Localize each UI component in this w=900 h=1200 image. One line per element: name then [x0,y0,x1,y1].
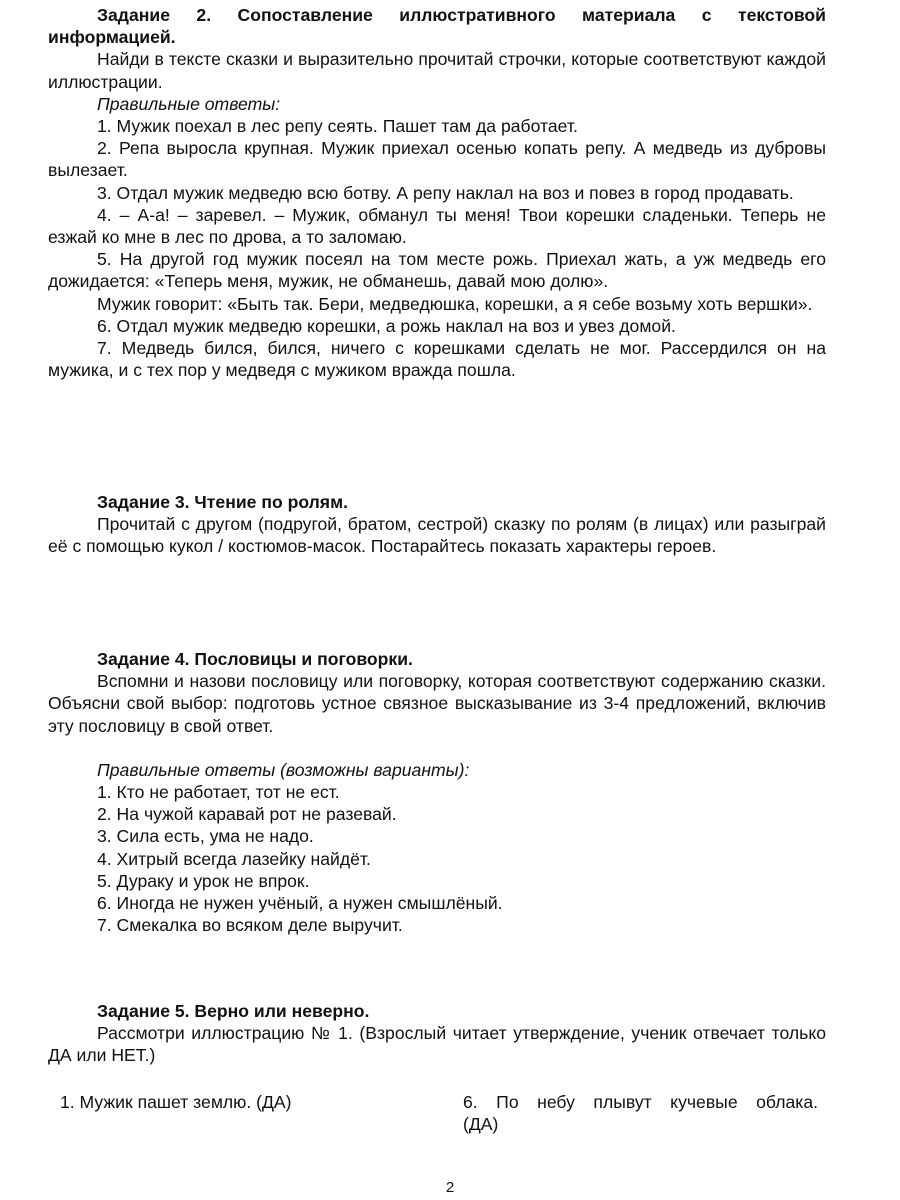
task3-instruction: Прочитай с другом (подругой, братом, сестрой) сказку по ролям (в лицах) или разыграй её с помощью кукол / костюмов-масок. Постарайтесь показать характеры героев. [48,514,826,557]
task2-answer: Мужик говорит: «Быть так. Бери, медведюшка, корешки, а я себе возьму хоть вершки». [97,293,813,314]
task2-answer: 3. Отдал мужик медведю всю ботву. А репу наклал на воз и повез в город продавать. [97,182,794,203]
task5-statements [48,1091,848,1135]
task4-answer: 3. Сила есть, ума не надо. [97,826,314,847]
page-number: 2 [445,1179,455,1196]
task4-section [48,648,826,936]
task4-instruction: Вспомни и назови пословицу или поговорку, которая соответствуют содержанию сказки. Объясни свой выбор: подготовь устное связное высказывание из 3-4 предложений, включив эту пословицу в свой ответ. [48,671,826,736]
task4-title: Задание 4. Пословицы и поговорки. [97,649,413,669]
statements-right-column [463,1091,818,1135]
task4-answer: 5. Дураку и урок не впрок. [97,870,310,891]
task4-answer: 4. Хитрый всегда лазейку найдёт. [97,848,371,869]
spacer [48,737,826,759]
task5-title: Задание 5. Верно или неверно. [97,1001,370,1021]
task5-instruction: Рассмотри иллюстрацию № 1. (Взрослый читает утверждение, ученик отвечает только ДА или НЕТ.) [48,1023,826,1066]
task2-answer: 5. На другой год мужик посеял на том месте рожь. Приехал жать, а уж медведь его дожидается: «Теперь меня, мужик, не обманешь, давай мою долю». [48,249,826,292]
task2-answer: 6. Отдал мужик медведю корешки, а рожь наклал на воз и увез домой. [97,315,676,336]
task2-section [48,4,826,381]
task5-section [48,1000,826,1067]
task2-answer: 1. Мужик поехал в лес репу сеять. Пашет там да работает. [97,116,578,137]
task4-answer: 6. Иногда не нужен учёный, а нужен смышлёный. [97,893,503,914]
task4-answer: 1. Кто не работает, тот не ест. [97,782,340,803]
task3-section [48,491,826,558]
task2-answers-label: Правильные ответы: [97,93,281,114]
statement-item: 1. Мужик пашет землю. (ДА) [60,1092,292,1112]
task4-answer: 7. Смекалка во всяком деле выручит. [97,915,403,936]
task2-answer: 7. Медведь бился, бился, ничего с корешками сделать не мог. Рассердился он на мужика, и с тех пор у медведя с мужиком вражда пошла. [48,338,826,381]
task2-answer: 2. Репа выросла крупная. Мужик приехал осенью копать репу. А медведь из дубровы вылезает. [48,138,826,181]
statements-left-column [48,1091,463,1135]
task2-title: Задание 2. Сопоставление иллюстративного материала с текстовой информацией. [48,5,826,48]
statement-item: 6. По небу плывут кучевые облака. (ДА) [463,1092,818,1135]
task2-answer: 4. – А-а! – заревел. – Мужик, обманул ты меня! Твои корешки сладеньки. Теперь не езжай ко мне в лес по дрова, а то заломаю. [48,204,826,248]
task4-answers-label: Правильные ответы (возможны варианты): [97,759,470,780]
task2-instruction: Найди в тексте сказки и выразительно прочитай строчки, которые соответствуют каждой иллюстрации. [48,49,826,92]
task4-answer: 2. На чужой каравай рот не разевай. [97,804,397,825]
task3-title: Задание 3. Чтение по ролям. [97,492,348,512]
